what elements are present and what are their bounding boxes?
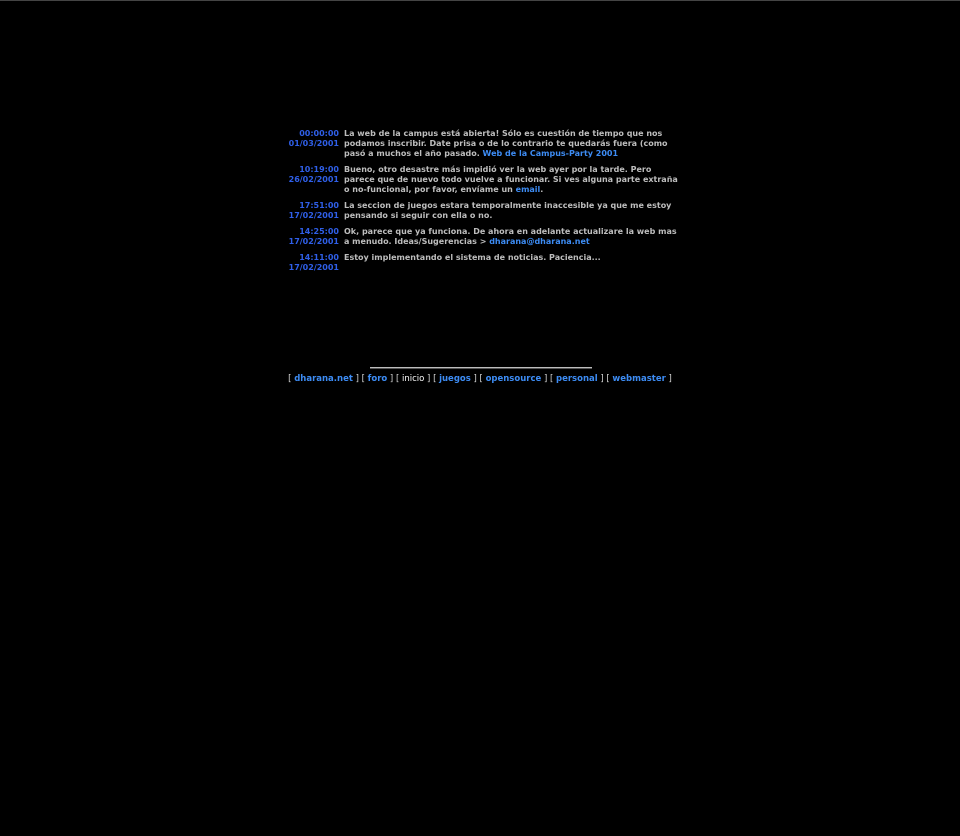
news-body	[344, 165, 684, 195]
news-text: Ok, parece que ya funciona. De ahora en adelante actualizare la web mas a menudo. Ideas/Sugerencias >	[344, 227, 677, 246]
news-item	[280, 227, 684, 247]
news-body	[344, 129, 684, 159]
nav-current-inicio: inicio	[401, 374, 425, 384]
news-item	[280, 165, 684, 195]
news-timestamp	[280, 201, 344, 221]
top-border	[0, 0, 960, 1]
news-timestamp	[280, 253, 344, 273]
news-body	[344, 227, 684, 247]
news-text: Bueno, otro desastre más impidió ver la web ayer por la tarde. Pero parece que de nuevo todo vuelve a funcionar. Si ves alguna parte extraña o no-funcional, por favor, envíame un	[344, 165, 678, 194]
news-text-after: .	[540, 185, 544, 194]
news-date: 26/02/2001	[288, 175, 339, 184]
contact-email-link[interactable]: dharana@dharana.net	[489, 237, 590, 246]
nav-link-juegos[interactable]: juegos	[439, 374, 471, 384]
news-list	[280, 129, 684, 279]
news-timestamp	[280, 227, 344, 247]
campus-party-link[interactable]: Web de la Campus-Party 2001	[482, 149, 619, 158]
nav-link-dharana[interactable]: dharana.net	[294, 374, 353, 384]
footer-divider	[370, 367, 592, 369]
news-time: 14:11:00	[299, 253, 339, 262]
news-date: 17/02/2001	[288, 263, 339, 272]
nav-link-personal[interactable]: personal	[556, 374, 598, 384]
news-item	[280, 129, 684, 159]
news-timestamp	[280, 165, 344, 195]
news-text: La seccion de juegos estara temporalmente inaccesible ya que me estoy pensando si seguir con ella o no.	[344, 201, 672, 220]
news-date: 17/02/2001	[288, 237, 339, 246]
nav-link-opensource[interactable]: opensource	[485, 374, 542, 384]
news-time: 14:25:00	[299, 227, 339, 236]
news-date: 01/03/2001	[288, 139, 339, 148]
news-text: La web de la campus está abierta! Sólo es cuestión de tiempo que nos podamos inscribir. Date prisa o de lo contrario te quedarás fuera (como pasó a muchos el año pasado.	[344, 129, 668, 158]
news-text: Estoy implementando el sistema de noticias. Paciencia...	[344, 253, 601, 262]
news-body	[344, 201, 684, 221]
footer-nav: [ dharana.net ] [ foro ] [ inicio ] [ juegos ] [ opensource ] [ personal ] [ webmaster ]	[288, 374, 672, 384]
news-time: 17:51:00	[299, 201, 339, 210]
email-link[interactable]: email	[515, 185, 541, 194]
news-time: 00:00:00	[299, 129, 339, 138]
news-timestamp	[280, 129, 344, 159]
nav-link-foro[interactable]: foro	[367, 374, 388, 384]
nav-link-webmaster[interactable]: webmaster	[612, 374, 666, 384]
news-time: 10:19:00	[299, 165, 339, 174]
news-date: 17/02/2001	[288, 211, 339, 220]
news-item	[280, 253, 684, 273]
news-body	[344, 253, 684, 273]
news-item	[280, 201, 684, 221]
